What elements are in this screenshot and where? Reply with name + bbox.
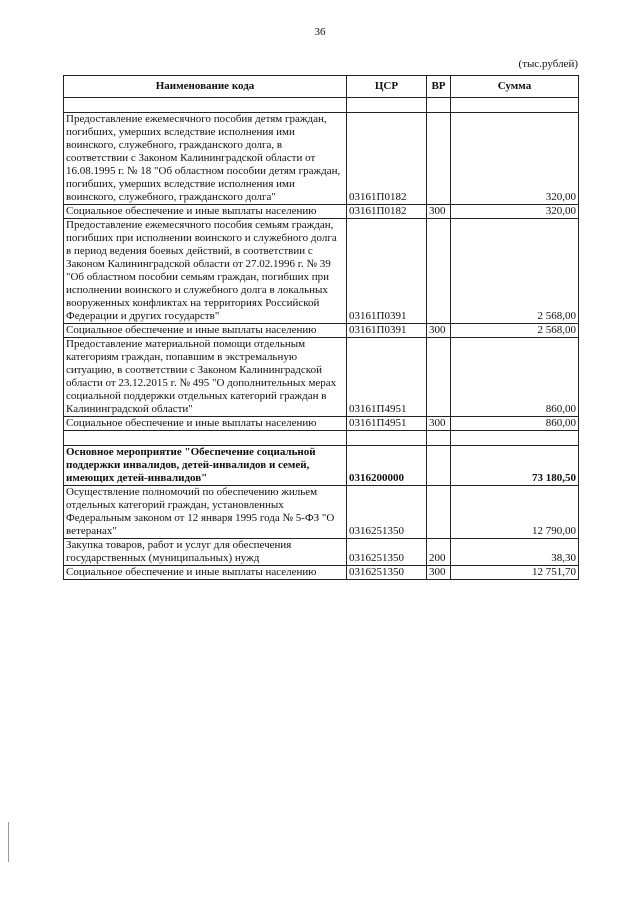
cell-vr bbox=[427, 446, 451, 486]
cell-sum: 2 568,00 bbox=[451, 324, 579, 338]
cell-sum: 12 751,70 bbox=[451, 566, 579, 580]
spacer-cell bbox=[427, 431, 451, 446]
cell-vr: 300 bbox=[427, 205, 451, 219]
cell-vr bbox=[427, 113, 451, 205]
cell-sum: 73 180,50 bbox=[451, 446, 579, 486]
table-row bbox=[64, 338, 579, 417]
cell-name: Социальное обеспечение и иные выплаты населению bbox=[64, 324, 347, 338]
table-row bbox=[64, 486, 579, 539]
table-row bbox=[64, 324, 579, 338]
cell-csr: 03161П0391 bbox=[347, 324, 427, 338]
cell-name: Социальное обеспечение и иные выплаты населению bbox=[64, 566, 347, 580]
scan-margin-line bbox=[8, 822, 9, 862]
table-row bbox=[64, 417, 579, 431]
cell-sum: 320,00 bbox=[451, 113, 579, 205]
cell-sum: 38,30 bbox=[451, 539, 579, 566]
cell-csr: 0316200000 bbox=[347, 446, 427, 486]
header-sum: Сумма bbox=[451, 76, 579, 98]
cell-vr: 300 bbox=[427, 566, 451, 580]
cell-csr: 03161П0391 bbox=[347, 219, 427, 324]
cell-name: Предоставление материальной помощи отдельным категориям граждан, попавшим в экстремальную ситуацию, в соответствии с Законом Калининградской области от 23.12.2015 г. № 495 "О дополнительных мерах социальной поддержки отдельных категорий граждан в Калининградской области" bbox=[64, 338, 347, 417]
cell-name: Предоставление ежемесячного пособия семьям граждан, погибших при исполнении воинского и служебного долга в период ведения боевых действий, в соответствии с Законом Калининградской области от 27.02.1996 г. № 39 "Об областном пособии семьям граждан, погибших при исполнении воинского и служебного долга в локальных вооруженных конфликтах на территориях Российской Федерации и других государств" bbox=[64, 219, 347, 324]
spacer-cell bbox=[427, 98, 451, 113]
cell-name: Социальное обеспечение и иные выплаты населению bbox=[64, 417, 347, 431]
cell-sum: 12 790,00 bbox=[451, 486, 579, 539]
cell-sum: 320,00 bbox=[451, 205, 579, 219]
cell-name: Осуществление полномочий по обеспечению жильем отдельных категорий граждан, установленных Федеральным законом от 12 января 1995 года № 5-ФЗ "О ветеранах" bbox=[64, 486, 347, 539]
table-row bbox=[64, 113, 579, 205]
cell-vr bbox=[427, 338, 451, 417]
cell-vr bbox=[427, 219, 451, 324]
cell-sum: 2 568,00 bbox=[451, 219, 579, 324]
cell-sum: 860,00 bbox=[451, 417, 579, 431]
table-row bbox=[64, 539, 579, 566]
spacer-row bbox=[64, 98, 579, 113]
table-row bbox=[64, 566, 579, 580]
cell-sum: 860,00 bbox=[451, 338, 579, 417]
cell-csr: 0316251350 bbox=[347, 486, 427, 539]
cell-csr: 03161П4951 bbox=[347, 338, 427, 417]
spacer-cell bbox=[64, 431, 347, 446]
table-row-section bbox=[64, 446, 579, 486]
cell-csr: 03161П0182 bbox=[347, 205, 427, 219]
cell-name: Закупка товаров, работ и услуг для обеспечения государственных (муниципальных) нужд bbox=[64, 539, 347, 566]
table-header-row bbox=[64, 76, 579, 98]
cell-vr: 300 bbox=[427, 324, 451, 338]
spacer-cell bbox=[451, 98, 579, 113]
spacer-row bbox=[64, 431, 579, 446]
cell-name: Социальное обеспечение и иные выплаты населению bbox=[64, 205, 347, 219]
table-row bbox=[64, 219, 579, 324]
units-label: (тыс.рублей) bbox=[518, 58, 578, 70]
table-row bbox=[64, 205, 579, 219]
cell-name: Основное мероприятие "Обеспечение социальной поддержки инвалидов, детей-инвалидов и семей, имеющих детей-инвалидов" bbox=[64, 446, 347, 486]
page-number: 36 bbox=[314, 26, 326, 38]
cell-csr: 0316251350 bbox=[347, 539, 427, 566]
cell-vr: 300 bbox=[427, 417, 451, 431]
cell-csr: 0316251350 bbox=[347, 566, 427, 580]
cell-name: Предоставление ежемесячного пособия детям граждан, погибших, умерших вследствие исполнения ими воинского, служебного, гражданского долга, в соответствии с Законом Калининградской области от 16.08.1995 г. № 18 "Об областном пособии детям граждан, погибших, умерших вследствие исполнения ими воинского, служебного, гражданского долга" bbox=[64, 113, 347, 205]
cell-csr: 03161П4951 bbox=[347, 417, 427, 431]
header-csr: ЦСР bbox=[347, 76, 427, 98]
header-name: Наименование кода bbox=[64, 76, 347, 98]
budget-table bbox=[63, 75, 579, 580]
cell-csr: 03161П0182 bbox=[347, 113, 427, 205]
header-vr: ВР bbox=[427, 76, 451, 98]
spacer-cell bbox=[64, 98, 347, 113]
spacer-cell bbox=[451, 431, 579, 446]
spacer-cell bbox=[347, 98, 427, 113]
cell-vr bbox=[427, 486, 451, 539]
spacer-cell bbox=[347, 431, 427, 446]
cell-vr: 200 bbox=[427, 539, 451, 566]
